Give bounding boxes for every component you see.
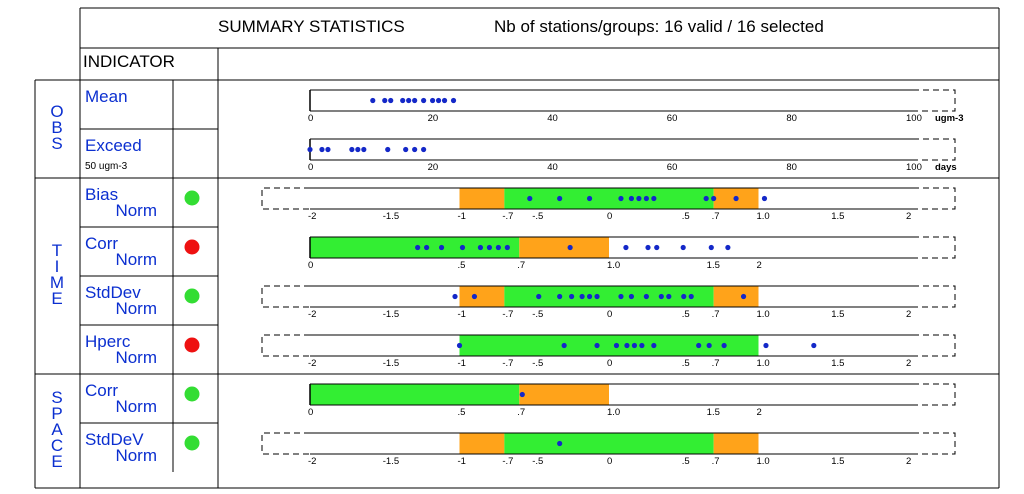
zone-orange: [460, 433, 505, 454]
data-point: [430, 98, 435, 103]
data-point: [614, 343, 619, 348]
zone-orange: [714, 433, 759, 454]
tick-label: -.5: [532, 309, 544, 320]
data-point: [439, 245, 444, 250]
tick-label: 0: [308, 407, 314, 418]
data-point: [436, 98, 441, 103]
tick-label: 1.5: [831, 456, 845, 467]
data-point: [681, 245, 686, 250]
tick-label: -2: [308, 309, 317, 320]
data-point: [644, 294, 649, 299]
indicator-name: Corr: [85, 381, 119, 400]
data-point: [421, 147, 426, 152]
data-point: [412, 147, 417, 152]
data-point: [569, 294, 574, 299]
tick-label: -2: [308, 456, 317, 467]
tick-label: -1.5: [382, 456, 400, 467]
tick-label: -.5: [532, 358, 544, 369]
data-point: [704, 196, 709, 201]
tick-label: .5: [457, 260, 466, 271]
tick-label: 0: [308, 162, 314, 173]
data-point: [452, 294, 457, 299]
group-label-time: T I M E: [49, 241, 65, 308]
tick-label: -1.5: [382, 309, 400, 320]
tick-label: .7: [711, 211, 720, 222]
zone-green: [504, 433, 713, 454]
data-point: [587, 196, 592, 201]
data-point: [406, 98, 411, 103]
data-point: [382, 98, 387, 103]
data-point: [629, 196, 634, 201]
data-point: [557, 294, 562, 299]
tick-label: -.7: [502, 211, 514, 222]
indicator-name: StdDev: [85, 283, 141, 302]
data-point: [385, 147, 390, 152]
tick-label: 80: [786, 113, 797, 124]
data-point: [623, 245, 628, 250]
tick-label: 0: [308, 113, 314, 124]
tick-label: -2: [308, 211, 317, 222]
tick-label: 1.0: [756, 309, 770, 320]
data-point: [639, 343, 644, 348]
tick-label: 0: [607, 211, 613, 222]
tick-label: 1.5: [831, 358, 845, 369]
tick-label: 0: [308, 260, 314, 271]
tick-label: .5: [457, 407, 466, 418]
data-point: [388, 98, 393, 103]
data-point: [421, 98, 426, 103]
data-point: [707, 343, 712, 348]
tick-label: .7: [517, 407, 526, 418]
data-point: [579, 294, 584, 299]
data-point: [424, 245, 429, 250]
tick-label: -.7: [502, 456, 514, 467]
data-point: [696, 343, 701, 348]
data-point: [587, 294, 592, 299]
tick-label: -.7: [502, 358, 514, 369]
zone-orange: [714, 286, 759, 307]
data-point: [307, 147, 312, 152]
tick-label: 40: [547, 113, 558, 124]
tick-label: 2: [756, 260, 762, 271]
tick-label: -.5: [532, 456, 544, 467]
tick-label: 2: [906, 211, 912, 222]
tick-label: 1.0: [756, 456, 770, 467]
tick-label: 1.0: [756, 211, 770, 222]
data-point: [741, 294, 746, 299]
tick-label: 20: [427, 162, 439, 173]
data-point: [415, 245, 420, 250]
data-point: [403, 147, 408, 152]
data-point: [400, 98, 405, 103]
tick-label: -1.5: [382, 358, 400, 369]
indicator-subtitle: 50 ugm-3: [85, 161, 128, 172]
zone-orange: [460, 286, 505, 307]
data-point: [654, 245, 659, 250]
status-indicator-bad: [185, 240, 200, 255]
data-point: [361, 147, 366, 152]
indicator-subtitle: Norm: [115, 299, 157, 318]
status-indicator-good: [185, 289, 200, 304]
indicator-name: Hperc: [85, 332, 131, 351]
data-point: [594, 294, 599, 299]
tick-label: 1.5: [706, 407, 720, 418]
data-point: [762, 196, 767, 201]
tick-label: 1.5: [831, 211, 845, 222]
zone-orange: [460, 188, 505, 209]
data-point: [645, 245, 650, 250]
tick-label: .5: [681, 358, 690, 369]
data-point: [412, 98, 417, 103]
zone-orange: [519, 237, 609, 258]
data-point: [319, 147, 324, 152]
data-point: [520, 392, 525, 397]
tick-label: -1: [457, 211, 466, 222]
tick-label: -1.5: [382, 211, 400, 222]
data-point: [594, 343, 599, 348]
tick-label: 20: [427, 113, 439, 124]
data-point: [689, 294, 694, 299]
tick-label: 100: [906, 113, 922, 124]
data-point: [618, 294, 623, 299]
data-point: [457, 343, 462, 348]
status-indicator-good: [185, 191, 200, 206]
data-point: [557, 196, 562, 201]
data-point: [644, 196, 649, 201]
data-point: [629, 294, 634, 299]
data-point: [666, 294, 671, 299]
data-point: [451, 98, 456, 103]
tick-label: -2: [308, 358, 317, 369]
tick-label: 1.0: [756, 358, 770, 369]
tick-label: 40: [547, 162, 558, 173]
data-point: [562, 343, 567, 348]
tick-label: 0: [607, 358, 613, 369]
data-point: [325, 147, 330, 152]
tick-label: 1.5: [706, 260, 720, 271]
tick-label: .5: [681, 456, 690, 467]
data-point: [472, 294, 477, 299]
data-point: [370, 98, 375, 103]
tick-label: -.5: [532, 211, 544, 222]
indicator-name: Mean: [85, 87, 128, 106]
tick-label: .5: [681, 211, 690, 222]
group-label-obs: O B S: [50, 102, 64, 153]
tick-label: 0: [607, 309, 613, 320]
data-point: [460, 245, 465, 250]
tick-label: -1: [457, 456, 466, 467]
group-label-space: S P A C E: [50, 388, 64, 471]
data-point: [711, 196, 716, 201]
tick-label: 2: [906, 309, 912, 320]
status-indicator-good: [185, 436, 200, 451]
data-point: [651, 343, 656, 348]
zone-green: [310, 384, 519, 405]
tick-label: 2: [906, 358, 912, 369]
tick-label: .7: [517, 260, 526, 271]
tick-label: 60: [666, 162, 678, 173]
data-point: [681, 294, 686, 299]
zone-green: [504, 188, 713, 209]
data-point: [527, 196, 532, 201]
tick-label: .7: [711, 456, 720, 467]
data-point: [487, 245, 492, 250]
tick-label: 1.0: [607, 407, 621, 418]
tick-label: -1: [457, 358, 466, 369]
tick-label: 1.5: [831, 309, 845, 320]
tick-label: 0: [607, 456, 613, 467]
data-point: [568, 245, 573, 250]
data-point: [478, 245, 483, 250]
stations-count: Nb of stations/groups: 16 valid / 16 selected: [494, 17, 824, 36]
data-point: [355, 147, 360, 152]
tick-label: -.7: [502, 309, 514, 320]
tick-label: .5: [681, 309, 690, 320]
data-point: [618, 196, 623, 201]
data-point: [659, 294, 664, 299]
tick-label: 1.0: [607, 260, 621, 271]
indicator-name: StdDeV: [85, 430, 144, 449]
unit-label: ugm-3: [935, 113, 964, 124]
zone-green: [460, 335, 759, 356]
indicator-subtitle: Norm: [115, 397, 157, 416]
data-point: [624, 343, 629, 348]
data-point: [557, 441, 562, 446]
indicator-name: Exceed: [85, 136, 142, 155]
data-point: [505, 245, 510, 250]
summary-title: SUMMARY STATISTICS: [218, 17, 405, 36]
status-indicator-good: [185, 387, 200, 402]
zone-orange: [519, 384, 609, 405]
indicator-subtitle: Norm: [115, 250, 157, 269]
indicator-subtitle: Norm: [115, 348, 157, 367]
tick-label: 80: [786, 162, 797, 173]
status-indicator-bad: [185, 338, 200, 353]
tick-label: 2: [756, 407, 762, 418]
tick-label: .7: [711, 358, 720, 369]
tick-label: 2: [906, 456, 912, 467]
data-point: [349, 147, 354, 152]
data-point: [709, 245, 714, 250]
data-point: [442, 98, 447, 103]
data-point: [811, 343, 816, 348]
data-point: [733, 196, 738, 201]
indicator-heading: INDICATOR: [83, 52, 175, 71]
indicator-name: Bias: [85, 185, 119, 204]
data-point: [636, 196, 641, 201]
tick-label: 100: [906, 162, 922, 173]
indicator-subtitle: Norm: [115, 201, 157, 220]
indicator-subtitle: Norm: [115, 446, 157, 465]
tick-label: -1: [457, 309, 466, 320]
data-point: [536, 294, 541, 299]
unit-label: days: [935, 162, 957, 173]
indicator-name: Corr: [85, 234, 119, 253]
tick-label: 60: [666, 113, 678, 124]
data-point: [632, 343, 637, 348]
data-point: [763, 343, 768, 348]
tick-label: .7: [711, 309, 720, 320]
data-point: [725, 245, 730, 250]
data-point: [722, 343, 727, 348]
data-point: [496, 245, 501, 250]
data-point: [651, 196, 656, 201]
